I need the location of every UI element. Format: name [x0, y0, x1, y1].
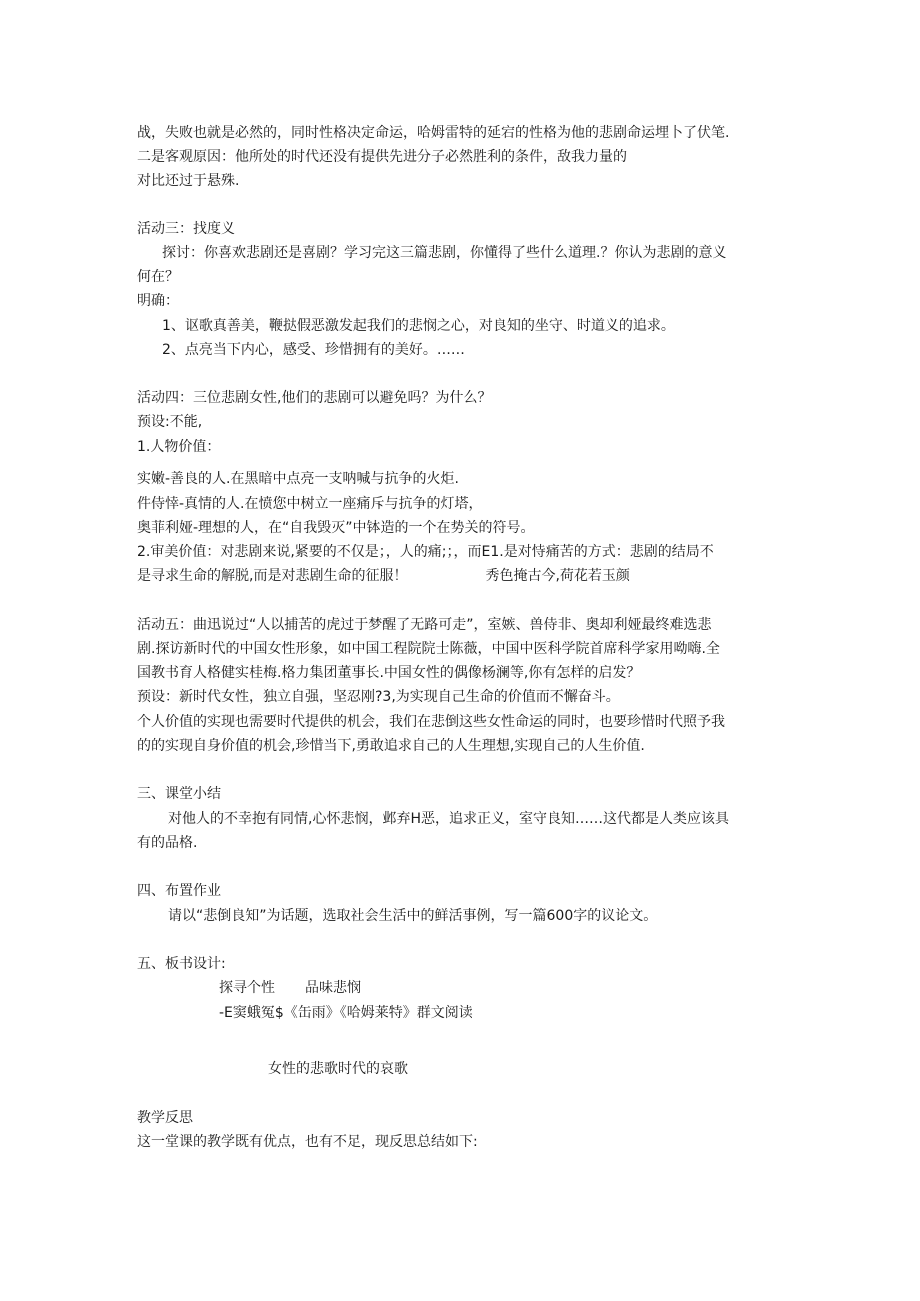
board-taste-compassion: 品味悲悯: [305, 980, 361, 996]
para1-line3: 对比还过于悬殊.: [137, 173, 240, 189]
homework-title: 四、布置作业: [137, 883, 221, 899]
activity5-line5: 个人价值的实现也需要时代提供的机会，我们在悲倒这些女性命运的同时，也要珍惜时代照予我: [137, 714, 725, 730]
activity4-title: 活动四：三位悲剧女性,他们的悲剧可以避免吗？为什么？: [137, 390, 492, 406]
activity5-line6: 的的实现自身价值的机会,珍惜当下,勇敢追求自己的人生理想,实现自己的人生价值.: [137, 738, 645, 754]
activity4-value2-line1: 2.审美价值：对悲剧来说,紧要的不仅是；，人的痛;；，而E1.是对恃痛苦的方式：悲剧的结局不: [137, 544, 714, 560]
activity5-line3: 国教书育人格健实桂梅.格力集团董事长.中国女性的偶像杨澜等,你有怎样的启发？: [137, 665, 641, 681]
activity4-verse: 秀色掩古今,荷花若玉颜: [485, 568, 630, 584]
summary-line1: 对他人的不幸抱有同情,心怀悲悯，邺弃H恶，追求正义，室守良知……这代都是人类应该具: [168, 811, 729, 827]
homework-line1: 请以“悲倒良知”为话题，选取社会生活中的鲜活事例，写一篇600字的议论文。: [168, 908, 658, 924]
activity4-value1: 1.人物价值：: [137, 439, 221, 455]
activity4-person1: 实嫩-善良的人.在黑暗中点亮一支呐喊与抗争的火炬.: [137, 471, 459, 487]
reflection-title: 教学反思: [137, 1110, 193, 1126]
activity5-preset: 预设：新时代女性，独立自强，坚忍刚?3,为实现自己生命的价值而不懈奋斗。: [137, 689, 620, 705]
activity3-question-line2: 何在？: [137, 269, 179, 285]
board-title: 五、板书设计:: [137, 956, 226, 972]
activity5-line2: 剧.探访新时代的中国女性形象，如中国工程院院士陈薇，中国中医科学院首席科学家用呦嗨.全: [137, 641, 720, 657]
activity5-line1: 活动五：曲迅说过“人以捕苦的虎过于梦醒了无路可走”，室嫉、兽侍非、奥却利娅最终难选悲: [137, 617, 712, 633]
board-line1: [219, 978, 361, 998]
activity4-value2b: 是寻求生命的解脱,而是对悲剧生命的征服！: [137, 568, 408, 584]
board-line3: 女性的悲歌时代的哀歌: [268, 1061, 408, 1077]
reflection-line1: 这一堂课的教学既有优点，也有不足，现反思总结如下:: [137, 1134, 478, 1150]
activity4-person3: 奥菲利娅-理想的人，在“自我毁灭”中钵造的一个在势关的符号。: [137, 520, 535, 536]
activity3-clarify: 明确：: [137, 293, 179, 309]
activity3-item2: 2、点亮当下内心，感受、珍惜拥有的美好。……: [162, 342, 465, 358]
para1-line1: 战，失败也就是必然的，同时性格决定命运，哈姆雷特的延宕的性格为他的悲剧命运埋卜了伏笔.: [137, 125, 730, 141]
summary-line2: 有的品格.: [137, 835, 198, 851]
para1-line2: 二是客观原因：他所处的时代还没有提供先进分子必然胜利的条件，敌我力量的: [137, 149, 627, 165]
activity3-item1: 1、讴歌真善美，鞭挞假恶激发起我们的悲悯之心，对良知的坐守、时道义的追求。: [162, 318, 675, 334]
board-explore-personality: 探寻个性: [219, 980, 275, 996]
activity4-value2-line2: [137, 566, 630, 586]
activity3-question-line1: 探讨：你喜欢悲剧还是喜剧？学习完这三篇悲剧，你懂得了些什么道理.？你认为悲剧的意义: [162, 245, 727, 261]
board-line2: -E窦蛾冤$《缶雨》《哈姆莱特》群文阅读: [219, 1005, 473, 1021]
activity3-title: 活动三：找度义: [137, 221, 235, 237]
summary-title: 三、课堂小结: [137, 786, 221, 802]
activity4-person2: 件侍悻-真情的人.在愤您中树立一座痛斥与抗争的灯塔，: [137, 496, 483, 512]
activity4-preset: 预设:不能,: [137, 414, 203, 430]
